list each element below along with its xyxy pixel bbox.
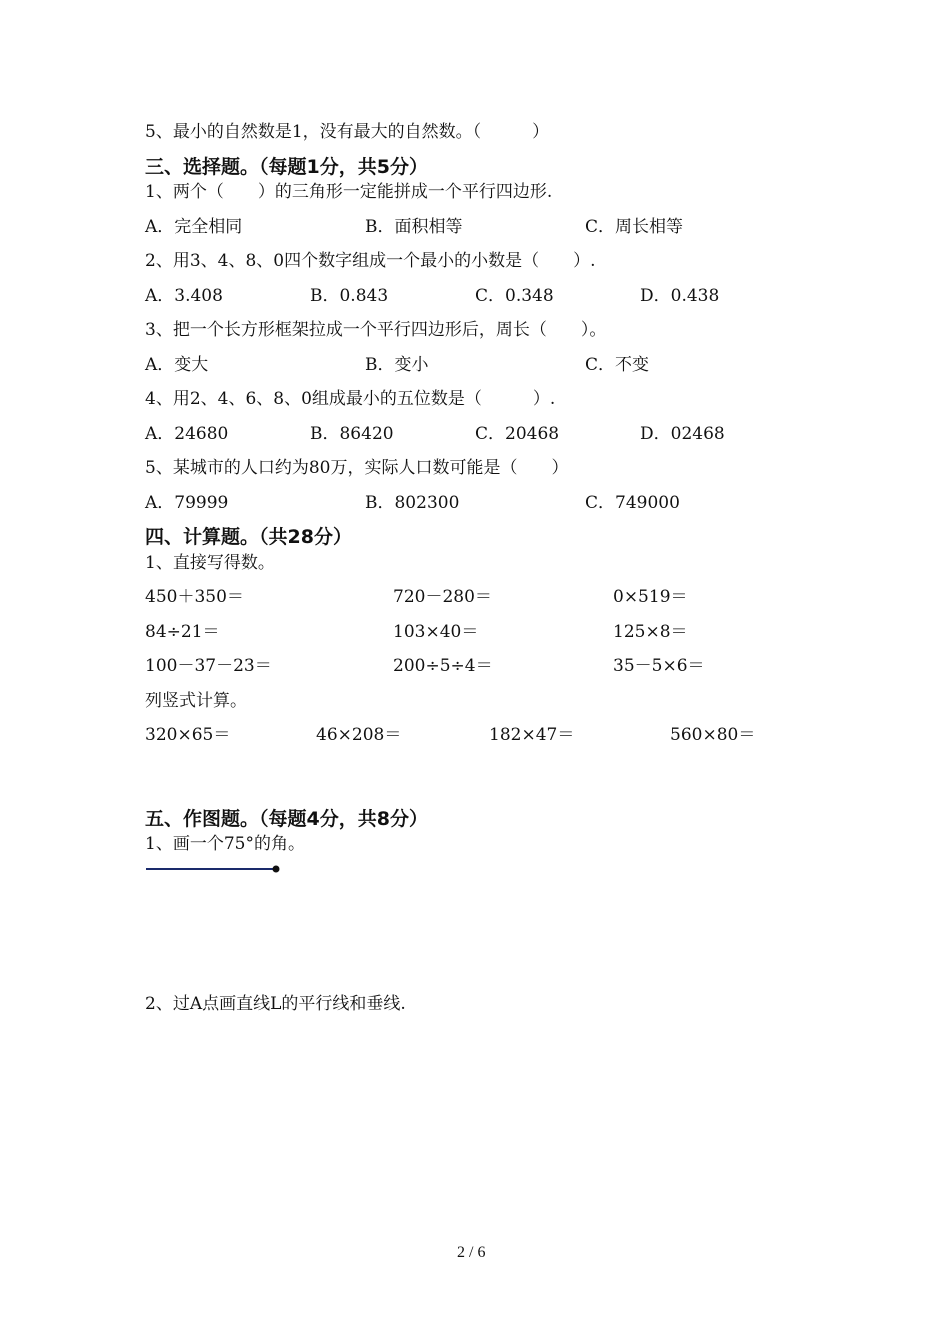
page-number: 2 / 6 <box>457 1244 486 1261</box>
sec3-q4-option-b: B．86420 <box>310 424 394 444</box>
sec3-q2-option-b: B．0.843 <box>310 286 389 306</box>
angle-ray-figure <box>140 860 290 880</box>
sec2-q5: 5、最小的自然数是1，没有最大的自然数。（ ） <box>145 122 550 142</box>
vertical-calc-item: 560×80＝ <box>670 725 756 745</box>
sec3-q4-option-d: D．02468 <box>640 424 725 444</box>
sec3-q5-option-b: B．802300 <box>365 493 460 513</box>
sec3-q4-option-c: C．20468 <box>475 424 560 444</box>
sec3-q2-option-a: A．3.408 <box>145 286 223 306</box>
ray-endpoint <box>273 866 280 873</box>
calc-item: 0×519＝ <box>613 587 688 607</box>
section3-heading: 三、选择题。（每题1分，共5分） <box>145 156 428 178</box>
sec3-q1-option-b: B．面积相等 <box>365 217 463 237</box>
sec3-q1: 1、两个（ ）的三角形一定能拼成一个平行四边形. <box>145 182 553 202</box>
sec3-q3-option-a: A．变大 <box>145 355 209 375</box>
sec3-q3-option-c: C．不变 <box>585 355 650 375</box>
vertical-calc-item: 320×65＝ <box>145 725 231 745</box>
section5-heading: 五、作图题。（每题4分，共8分） <box>145 808 428 830</box>
calc-item: 103×40＝ <box>393 622 479 642</box>
sec5-q2: 2、过A点画直线L的平行线和垂线. <box>145 994 406 1014</box>
calc-item: 200÷5÷4＝ <box>393 656 493 676</box>
calc-item: 35－5×6＝ <box>613 656 705 676</box>
calc-item: 125×8＝ <box>613 622 688 642</box>
sec3-q2: 2、用3、4、8、0四个数字组成一个最小的小数是（ ）. <box>145 251 596 271</box>
sec3-q4-option-a: A．24680 <box>145 424 229 444</box>
calc-item: 84÷21＝ <box>145 622 220 642</box>
calc-item: 720－280＝ <box>393 587 492 607</box>
sec4-sub2: 列竖式计算。 <box>145 691 247 711</box>
sec3-q3: 3、把一个长方形框架拉成一个平行四边形后，周长（ ）。 <box>145 320 607 340</box>
sec3-q5-option-c: C．749000 <box>585 493 680 513</box>
calc-item: 100－37－23＝ <box>145 656 272 676</box>
sec3-q4: 4、用2、4、6、8、0组成最小的五位数是（ ）. <box>145 389 556 409</box>
sec3-q1-option-a: A．完全相同 <box>145 217 243 237</box>
sec3-q5: 5、某城市的人口约为80万，实际人口数可能是（ ） <box>145 458 569 478</box>
sec3-q5-option-a: A．79999 <box>145 493 229 513</box>
sec3-q2-option-d: D．0.438 <box>640 286 720 306</box>
sec3-q2-option-c: C．0.348 <box>475 286 554 306</box>
calc-item: 450＋350＝ <box>145 587 244 607</box>
vertical-calc-item: 182×47＝ <box>489 725 575 745</box>
sec3-q1-option-c: C．周长相等 <box>585 217 684 237</box>
section4-heading: 四、计算题。（共28分） <box>145 526 352 548</box>
sec3-q3-option-b: B．变小 <box>365 355 429 375</box>
sec5-q1: 1、画一个75°的角。 <box>145 834 305 854</box>
sec4-sub1: 1、直接写得数。 <box>145 553 275 573</box>
vertical-calc-item: 46×208＝ <box>316 725 402 745</box>
